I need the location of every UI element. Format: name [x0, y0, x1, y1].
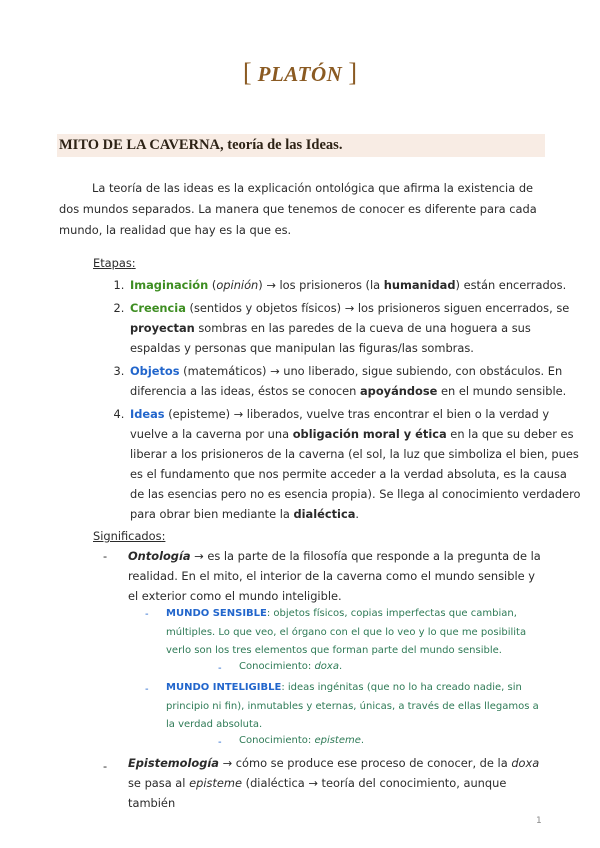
significados-label-text: Significados [93, 529, 162, 543]
knowledge-value: episteme [314, 735, 361, 746]
epistemologia-term: Epistemología [128, 756, 219, 770]
etapa-bold: proyectan [130, 321, 195, 335]
list-dash: - [103, 759, 108, 773]
etapa-item [128, 298, 583, 358]
etapa-text: ( [208, 278, 217, 292]
epistemologia-italic: doxa [511, 756, 540, 770]
etapas-label-text: Etapas [93, 256, 132, 270]
mundo-sensible-heading: MUNDO SENSIBLE [166, 608, 267, 619]
title-name: PLATÓN [257, 62, 343, 86]
etapa-bold: dialéctica [293, 507, 356, 521]
sensible-knowledge [239, 661, 342, 672]
ontologia-item [128, 546, 548, 606]
mundo-sensible-item [166, 605, 548, 661]
etapa-text: sombras en las paredes de la cueva de una hoguera a sus espaldas y personas que manipulan las figuras/las sombras. [130, 321, 531, 355]
etapa-term: Creencia [130, 301, 186, 315]
intro-paragraph [59, 178, 549, 241]
subsublist-dash: - [218, 737, 222, 748]
sublist-dash: - [145, 609, 149, 620]
etapa-term: Imaginación [130, 278, 209, 292]
etapas-list [93, 275, 583, 524]
etapa-text: en la que su deber es liberar a los prisioneros de la caverna (el sol, la luz que simboliza el bien, pues es el fundamento que nos permite acceder a la verdad absoluta, es la causa de las esencias pero no es esencia propia). Se llega al conocimiento verdadero para obrar bien mediante la [130, 427, 581, 521]
etapa-bold: humanidad [383, 278, 456, 292]
knowledge-label: Conocimiento: [239, 661, 315, 672]
ontologia-text: → es la parte de la filosofía que responde a la pregunta de la realidad. En el mito, el interior de la caverna como el mundo sensible y el exterior como el mundo inteligible. [128, 549, 541, 603]
knowledge-end: . [338, 661, 343, 672]
epistemologia-item [128, 753, 548, 813]
significados-label: Significados: [93, 529, 166, 543]
mundo-inteligible-item [166, 679, 548, 735]
etapa-text: (episteme) → liberados, vuelve tras encontrar el bien o la verdad y vuelve a la caverna por una [130, 407, 550, 441]
etapas-label: Etapas: [93, 256, 136, 270]
etapa-italic: opinión [216, 278, 259, 292]
etapa-item [128, 275, 583, 295]
etapa-item [128, 361, 583, 401]
mundo-sensible-text: : objetos físicos, copias imperfectas que cambian, múltiples. Lo que veo, el órgano con el que lo veo y lo que me posibilita verlo son los tres elementos que forman parte del mundo sensible. [166, 608, 527, 656]
mundo-inteligible-heading: MUNDO INTELIGIBLE [166, 682, 282, 693]
section-heading: MITO DE LA CAVERNA, teoría de las Ideas. [59, 137, 343, 153]
title-bracket-open: [ [242, 58, 252, 87]
page-number: 1 [536, 816, 542, 826]
document-title [0, 58, 600, 88]
title-bracket-close: ] [348, 58, 357, 87]
etapa-bold: apoyándose [360, 384, 438, 398]
etapa-item [128, 404, 583, 524]
list-dash: - [103, 549, 108, 563]
etapa-text: . [355, 507, 360, 521]
etapa-bold: obligación moral y ética [292, 427, 447, 441]
knowledge-label: Conocimiento: [239, 735, 315, 746]
subsublist-dash: - [218, 663, 222, 674]
etapa-term: Ideas [130, 407, 165, 421]
inteligible-knowledge [239, 735, 364, 746]
knowledge-end: . [360, 735, 365, 746]
epistemologia-text: → cómo se produce ese proceso de conocer, de la [218, 756, 512, 770]
etapa-text: ) → los prisioneros (la [258, 278, 384, 292]
etapa-text: (matemáticos) → uno liberado, sigue subiendo, con obstáculos. En diferencia a las ideas, éstos se conocen [130, 364, 563, 398]
ontologia-term: Ontología [128, 549, 191, 563]
etapa-text: en el mundo sensible. [437, 384, 567, 398]
mundo-inteligible-text: : ideas ingénitas (que no lo ha creado nadie, sin principio ni fin), inmutables y eternas, únicas, a través de ellas llegamos a la verdad absoluta. [166, 682, 539, 730]
intro-text: La teoría de las ideas es la explicación ontológica que afirma la existencia de dos mundos separados. La manera que tenemos de conocer es diferente para cada mundo, la realidad que hay es la que es. [59, 181, 537, 237]
etapa-term: Objetos [130, 364, 180, 378]
etapa-text: (sentidos y objetos físicos) → los prisioneros siguen encerrados, se [185, 301, 570, 315]
epistemologia-text: (dialéctica → teoría del conocimiento, aunque también [128, 776, 507, 810]
epistemologia-italic: episteme [189, 776, 242, 790]
knowledge-value: doxa [314, 661, 339, 672]
etapa-text: ) están encerrados. [455, 278, 567, 292]
sublist-dash: - [145, 684, 149, 695]
epistemologia-text: se pasa al [128, 776, 190, 790]
